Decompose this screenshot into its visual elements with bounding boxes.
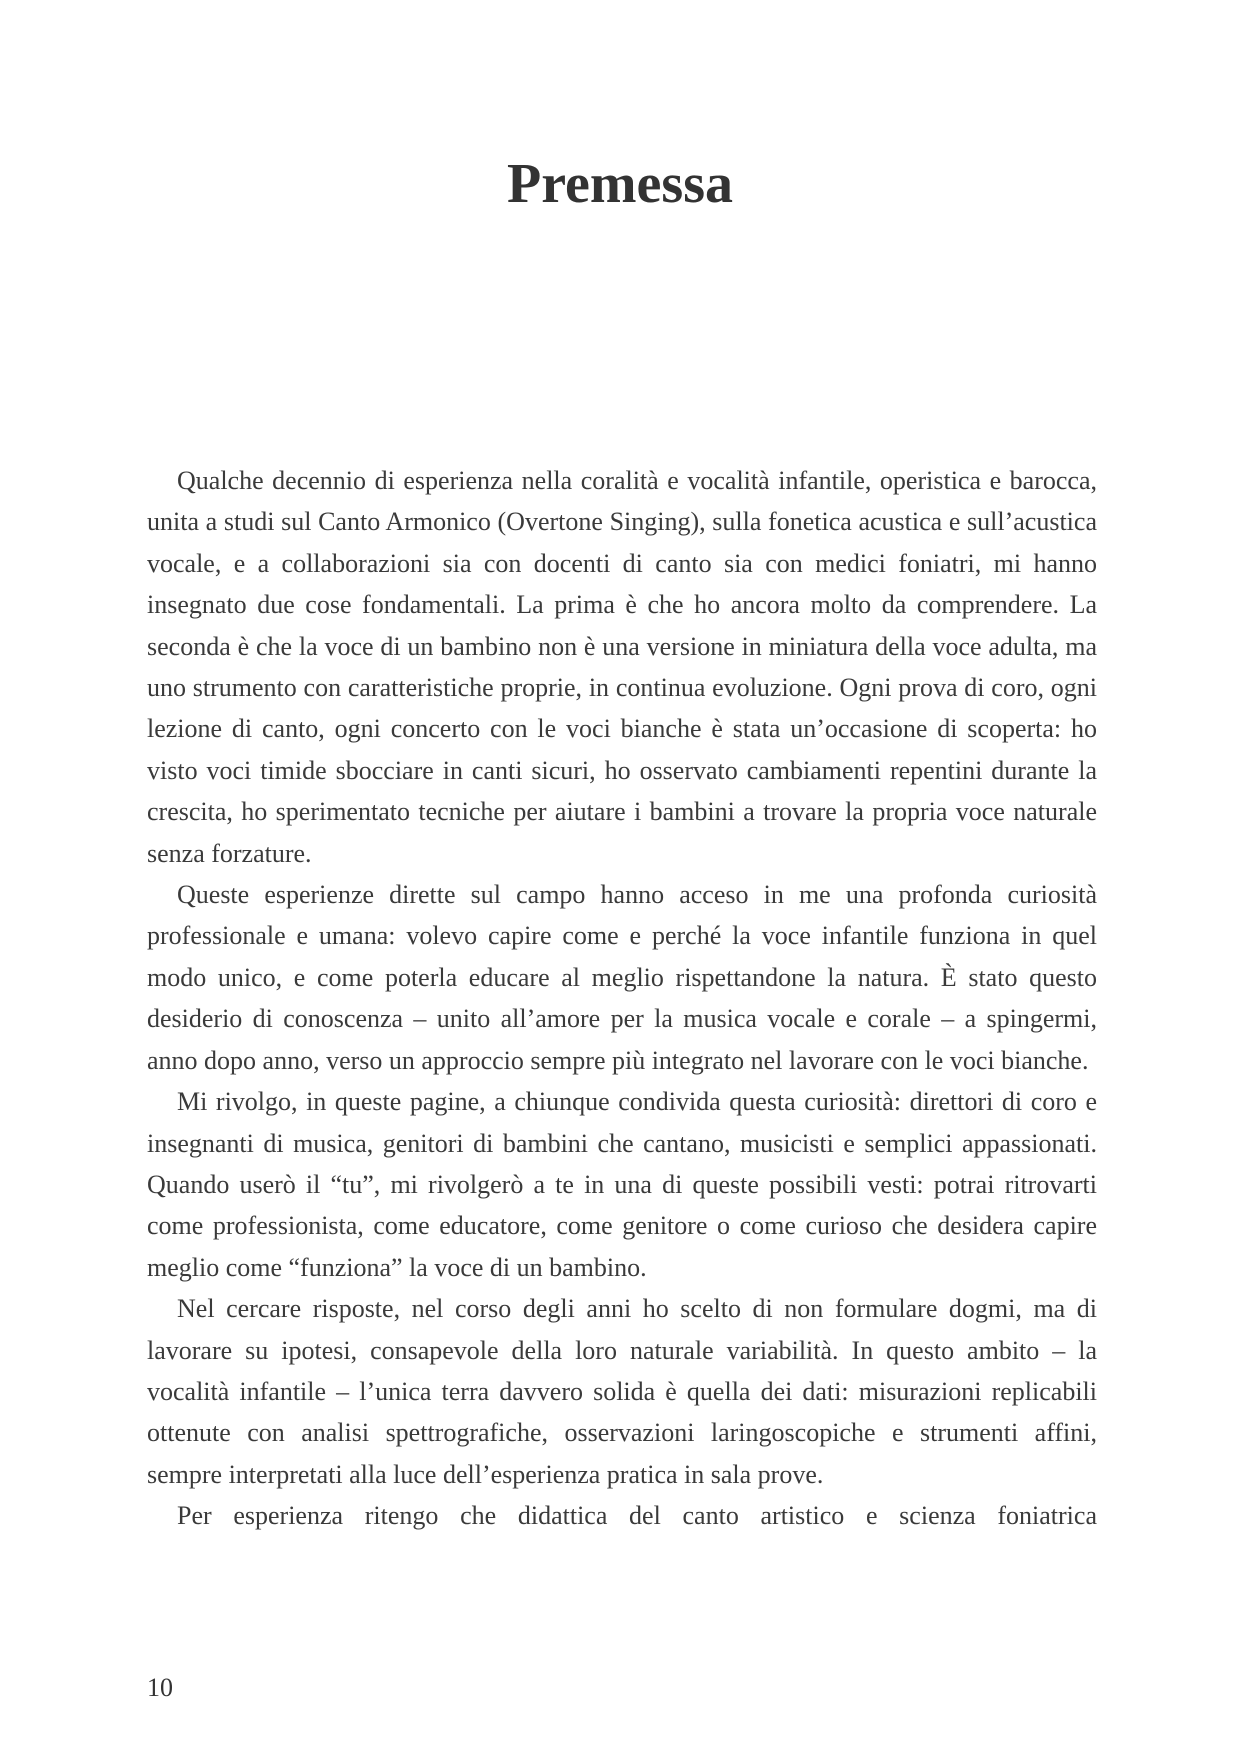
paragraph: Queste esperienze dirette sul campo hanno acceso in me una profonda curiosità professionale e umana: volevo capire come e perché la voce infantile funziona in quel modo unico, e come poterla educare al meglio rispettandone la natura. È stato questo desiderio di conoscenza – unito all’amore per la musica vocale e corale – a spingermi, anno dopo anno, verso un approccio sempre più integrato nel lavorare con le voci bianche. [147, 880, 1097, 1075]
paragraph-continued: Per esperienza ritengo che didattica del canto artistico e scienza foniatrica [177, 1501, 1097, 1531]
page-number: 10 [147, 1673, 173, 1702]
paragraph: Mi rivolgo, in queste pagine, a chiunque condivida questa curiosità: direttori di coro e insegnanti di musica, genitori di bambini che cantano, musicisti e semplici appassionati. Quando userò il “tu”, mi rivolgerò a te in una di queste possibili vesti: potrai ritrovarti come professionista, come educatore, come genitore o come curioso che desidera capire meglio come “funziona” la voce di un bambino. [147, 1087, 1097, 1282]
paragraph: Nel cercare risposte, nel corso degli anni ho scelto di non formulare dogmi, ma di lavorare su ipotesi, consapevole della loro naturale variabilità. In questo ambito – la vocalità infantile – l’unica terra davvero solida è quella dei dati: misurazioni replicabili ottenute con analisi spettrografiche, osservazioni laringoscopiche e strumenti affini, sempre interpretati alla luce dell’esperienza pratica in sala prove. [147, 1294, 1097, 1489]
body-text [147, 460, 1097, 1537]
chapter-title: Premessa [507, 153, 733, 215]
paragraph: Qualche decennio di esperienza nella coralità e vocalità infantile, operistica e barocca, unita a studi sul Canto Armonico (Overtone Singing), sulla fonetica acustica e sull’acustica vocale, e a collaborazioni sia con docenti di canto sia con medici foniatri, mi hanno insegnato due cose fondamentali. La prima è che ho ancora molto da comprendere. La seconda è che la voce di un bambino non è una versione in miniatura della voce adulta, ma uno strumento con caratteristiche proprie, in continua evoluzione. Ogni prova di coro, ogni lezione di canto, ogni concerto con le voci bianche è stata un’occasione di scoperta: ho visto voci timide sbocciare in canti sicuri, ho osservato cambiamenti repentini durante la crescita, ho sperimentato tecniche per aiutare i bambini a trovare la propria voce naturale senza forzature. [147, 466, 1097, 868]
